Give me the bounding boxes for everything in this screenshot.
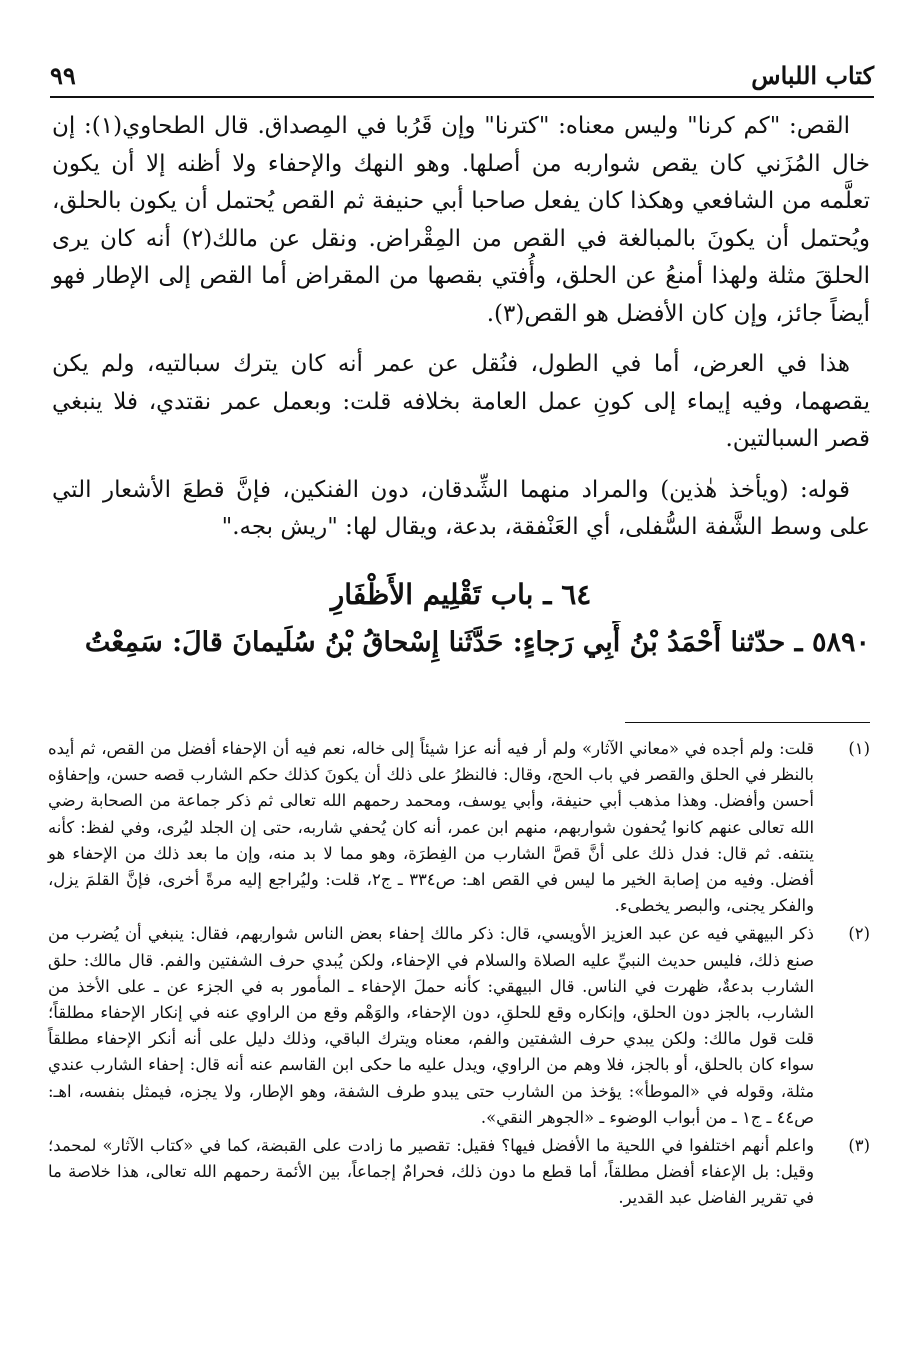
main-text xyxy=(52,108,870,665)
footnote-text: قلت: ولم أجده في «معاني الآثار» ولم أر فيه أنه عزا شيئاً إلى خاله، نعم فيه أن الإحفاء أفضل من القص، ثم أيده بالنظر في الحلق والقصر في باب الحج، وقال: فالنظرُ على ذلك أن يكونَ كذلك حكم الشارب قصه حسن، وإحفاؤه أحسن وأفضل. وهذا مذهب أبي حنيفة، وأبي يوسف، ومحمد رحمهم الله تعالى ثم ذكر جماعة من الصحابة رضي الله تعالى عنهم كانوا يُحفون شواربهم، منهم ابن عمر، أنه كان يُحفي شاربه، حتى إن الجلد ليُرى، وفي لفظ: كأنه ينتفه. ثم قال: فدل ذلك على أنَّ قصَّ الشارب من الفِطرَة، وهو مما لا بد منه، وإن ما بعد ذلك من الإحفاء هو أفضل. وفيه من إصابة الخير ما ليس في القص اهـ: ص٣٣٤ ـ ج٢، قلت: وليُراجع إليه مرةً أخرى، فإنَّ القلمَ يزل، والفكر يجنى، والبصر يخطىء. xyxy=(48,739,814,916)
section-heading: ٦٤ ـ باب تَقْلِيم الأَظْفَارِ xyxy=(330,577,592,611)
paragraph: قوله: (ويأخذ هٰذين) والمراد منهما الشِّدقان، دون الفنكين، فإنَّ قطعَ الأشعار التي على وسط الشَّفة السُّفلى، أي العَنْفقة، بدعة، ويقال لها: "ريش بجه." xyxy=(52,476,870,540)
footnote xyxy=(48,1133,870,1212)
chapter-title: كتاب اللباس xyxy=(751,61,874,90)
footnote-separator xyxy=(625,722,870,723)
footnote-number: (٢) xyxy=(848,924,870,944)
footnote-text: واعلم أنهم اختلفوا في اللحية ما الأفضل فيها؟ فقيل: تقصير ما زادت على القبضة، كما في «كتاب الآثار» لمحمد؛ وقيل: بل الإعفاء أفضل مطلقاً، أما قطع ما دون ذلك، فحرامٌ إجماعاً، بين الأئمة رحمهم الله تعالى، هذا خلاصة ما في تقرير الفاضل عبد القدير. xyxy=(48,1136,814,1208)
footnote-number: (١) xyxy=(848,739,870,758)
footnote-text: ذكر البيهقي فيه عن عبد العزيز الأويسي، قال: ذكر مالك إحفاء بعض الناس شواربهم، فقال: ينبغي أن يُضرب من صنع ذلك، فليس حديث النبيِّ عليه الصلاة والسلام في الإحفاء، ولكن يُبدي حرف الشفتين والفم. قال مالك: حلق الشارب بدعةٌ، ظهرت في الناس. قال البيهقي: كأنه حملَ الإحفاء ـ المأمور به في الجزء عن ـ على الأخذ من الشارب، بالجز دون الحلق، وإنكاره وقع للحلقِ، دون الإحفاء، والوَهْم وقع من الراوي عنه في إنكار الإحفاء مطلقاً؛ قلت قول مالك: ولكن يبدي حرف الشفتين والفم، معناه ويترك الباقي، وذلك دليل على أنه أنكر الإحفاء مطلقاً سواء كان بالحلق، أو بالجز، فلا وهم من الراوي، ويدل عليه ما حكى ابن القاسم عنه أنه قال: إحفاء الشارب عندي مثلة، وقوله في «الموطأ»: يؤخذ من الشارب حتى يبدو طرف الشفة، وهو الإطار، ولا يجزه، فيمثل بنفسه، اهـ: ص٤٤ ـ ج١ ـ من أبواب الوضوء ـ «الجوهر النقي». xyxy=(48,924,814,1127)
running-header xyxy=(50,52,874,98)
footnotes xyxy=(48,736,870,1214)
footnote xyxy=(48,921,870,1131)
footnote-number: (٣) xyxy=(848,1136,870,1156)
page-number: ٩٩ xyxy=(50,61,76,90)
footnote xyxy=(48,736,870,919)
paragraph: القص: "كم كرنا" وليس معناه: "كترنا" وإن قَرُبا في المِصداق. قال الطحاوي(١): إن خال المُزَني كان يقص شواربه من أصلها. وهو النهك والإحفاء ولا أظنه إلا أن يكون تعلَّمه من الشافعي وهكذا كان يفعل صاحبا أبي حنيفة ثم القص يُحتمل أن يكون بالحلق، ويُحتمل أن يكونَ بالمبالغة في القص من المِقْراض. ونقل عن مالك(٢) أنه كان يرى الحلقَ مثلة ولهذا أمنعُ عن الحلق، وأُفتي بقصها من المقراض أما القص إلى الإطار فهو أيضاً جائز، وإن كان الأفضل هو القص(٣). xyxy=(52,113,870,327)
paragraph: هذا في العرض، أما في الطول، فنُقل عن عمر أنه كان يترك سبالتيه، ولم يكن يقصهما، وفيه إيماء إلى كونِ عمل العامة بخلافه قلت: وبعمل عمر نقتدي، فلا ينبغي قصر السبالتين. xyxy=(52,351,870,452)
hadith-line: ٥٨٩٠ ـ حدّثنا أَحْمَدُ بْنُ أَبِي رَجاءٍ: حَدَّثَنا إِسْحاقُ بْنُ سُلَيمانَ قالَ: سَمِعْتُ xyxy=(84,626,870,658)
